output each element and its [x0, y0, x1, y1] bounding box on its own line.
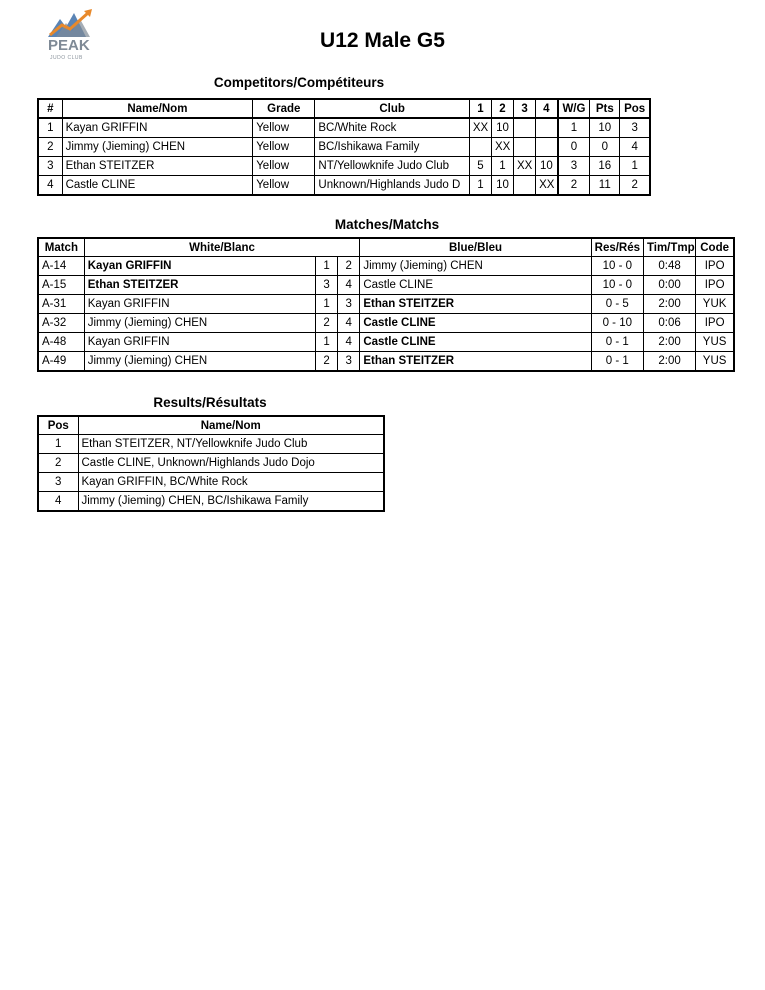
- match-white-name: Kayan GRIFFIN: [84, 295, 315, 314]
- competitor-score-4: [536, 118, 558, 138]
- match-blue-number: 3: [338, 295, 360, 314]
- results-header-row: [38, 416, 384, 435]
- competitor-position: 3: [620, 118, 650, 138]
- match-blue-number: 4: [338, 333, 360, 352]
- competitor-name: Jimmy (Jieming) CHEN: [62, 138, 253, 157]
- result-name: Jimmy (Jieming) CHEN, BC/Ishikawa Family: [78, 492, 384, 512]
- match-row: [38, 333, 734, 352]
- col-points: Pts: [590, 99, 620, 118]
- competitor-score-2: 10: [491, 176, 513, 196]
- competitor-club: BC/White Rock: [315, 118, 470, 138]
- match-blue-number: 2: [338, 257, 360, 276]
- competitor-score-3: [514, 176, 536, 196]
- result-row: [38, 435, 384, 454]
- competitor-name: Castle CLINE: [62, 176, 253, 196]
- col-wins: W/G: [558, 99, 590, 118]
- col-white: White/Blanc: [84, 238, 360, 257]
- competitor-row: [38, 138, 650, 157]
- competitor-grade: Yellow: [253, 157, 315, 176]
- competitor-row: [38, 176, 650, 196]
- competitor-position: 2: [620, 176, 650, 196]
- competitor-number: 3: [38, 157, 62, 176]
- result-name: Kayan GRIFFIN, BC/White Rock: [78, 473, 384, 492]
- match-blue-name: Jimmy (Jieming) CHEN: [360, 257, 591, 276]
- result-position: 1: [38, 435, 78, 454]
- match-row: [38, 352, 734, 372]
- match-blue-number: 4: [338, 276, 360, 295]
- match-code: IPO: [696, 314, 734, 333]
- competitor-number: 2: [38, 138, 62, 157]
- competitors-heading: Competitors/Compétiteurs: [213, 75, 385, 90]
- match-blue-name: Castle CLINE: [360, 276, 591, 295]
- competitor-grade: Yellow: [253, 118, 315, 138]
- competitor-club: BC/Ishikawa Family: [315, 138, 470, 157]
- competitors-header-row: [38, 99, 650, 118]
- competitor-grade: Yellow: [253, 138, 315, 157]
- result-name: Castle CLINE, Unknown/Highlands Judo Dojo: [78, 454, 384, 473]
- col-match: Match: [38, 238, 84, 257]
- match-code: YUS: [696, 333, 734, 352]
- match-white-number: 1: [316, 295, 338, 314]
- match-row: [38, 276, 734, 295]
- results-table: [37, 415, 385, 512]
- competitor-score-2: XX: [491, 138, 513, 157]
- col-time: Tim/Tmp: [643, 238, 695, 257]
- match-result: 0 - 5: [591, 295, 643, 314]
- competitor-wins: 1: [558, 118, 590, 138]
- competitor-score-3: XX: [514, 157, 536, 176]
- competitor-points: 11: [590, 176, 620, 196]
- match-white-number: 2: [316, 352, 338, 372]
- competitor-score-2: 10: [491, 118, 513, 138]
- competitor-points: 10: [590, 118, 620, 138]
- match-time: 0:00: [643, 276, 695, 295]
- match-match-id: A-49: [38, 352, 84, 372]
- result-name: Ethan STEITZER, NT/Yellowknife Judo Club: [78, 435, 384, 454]
- match-blue-name: Castle CLINE: [360, 333, 591, 352]
- match-row: [38, 314, 734, 333]
- competitor-score-2: 1: [491, 157, 513, 176]
- competitor-row: [38, 157, 650, 176]
- match-result: 0 - 1: [591, 333, 643, 352]
- competitor-points: 16: [590, 157, 620, 176]
- col-position: Pos: [620, 99, 650, 118]
- competitor-number: 4: [38, 176, 62, 196]
- col-results-name: Name/Nom: [78, 416, 384, 435]
- match-code: IPO: [696, 276, 734, 295]
- col-blue: Blue/Bleu: [360, 238, 591, 257]
- match-white-number: 2: [316, 314, 338, 333]
- match-match-id: A-15: [38, 276, 84, 295]
- match-code: YUS: [696, 352, 734, 372]
- col-name: Name/Nom: [62, 99, 253, 118]
- result-position: 3: [38, 473, 78, 492]
- col-1: 1: [469, 99, 491, 118]
- competitor-score-4: 10: [536, 157, 558, 176]
- col-result: Res/Rés: [591, 238, 643, 257]
- match-white-name: Jimmy (Jieming) CHEN: [84, 314, 315, 333]
- match-white-name: Ethan STEITZER: [84, 276, 315, 295]
- col-results-pos: Pos: [38, 416, 78, 435]
- competitor-score-1: XX: [469, 118, 491, 138]
- competitor-position: 4: [620, 138, 650, 157]
- col-3: 3: [514, 99, 536, 118]
- match-white-name: Kayan GRIFFIN: [84, 257, 315, 276]
- competitor-score-3: [514, 118, 536, 138]
- match-code: IPO: [696, 257, 734, 276]
- competitor-score-4: XX: [536, 176, 558, 196]
- match-result: 0 - 10: [591, 314, 643, 333]
- competitor-score-4: [536, 138, 558, 157]
- match-match-id: A-48: [38, 333, 84, 352]
- result-row: [38, 454, 384, 473]
- match-white-name: Jimmy (Jieming) CHEN: [84, 352, 315, 372]
- match-blue-name: Ethan STEITZER: [360, 352, 591, 372]
- col-number: #: [38, 99, 62, 118]
- match-result: 10 - 0: [591, 276, 643, 295]
- competitor-wins: 2: [558, 176, 590, 196]
- match-row: [38, 295, 734, 314]
- results-heading: Results/Résultats: [153, 395, 267, 410]
- match-time: 2:00: [643, 333, 695, 352]
- competitor-grade: Yellow: [253, 176, 315, 196]
- match-match-id: A-31: [38, 295, 84, 314]
- competitor-club: NT/Yellowknife Judo Club: [315, 157, 470, 176]
- match-white-name: Kayan GRIFFIN: [84, 333, 315, 352]
- match-blue-number: 3: [338, 352, 360, 372]
- competitor-points: 0: [590, 138, 620, 157]
- result-position: 4: [38, 492, 78, 512]
- competitor-score-1: 1: [469, 176, 491, 196]
- matches-table: [37, 237, 735, 372]
- match-time: 0:48: [643, 257, 695, 276]
- result-position: 2: [38, 454, 78, 473]
- match-match-id: A-14: [38, 257, 84, 276]
- match-blue-number: 4: [338, 314, 360, 333]
- match-row: [38, 257, 734, 276]
- competitor-name: Kayan GRIFFIN: [62, 118, 253, 138]
- match-white-number: 3: [316, 276, 338, 295]
- competitor-score-1: [469, 138, 491, 157]
- competitor-wins: 3: [558, 157, 590, 176]
- match-match-id: A-32: [38, 314, 84, 333]
- col-code: Code: [696, 238, 734, 257]
- logo-subtitle: JUDO CLUB: [50, 55, 83, 61]
- competitor-row: [38, 118, 650, 138]
- col-4: 4: [536, 99, 558, 118]
- competitor-wins: 0: [558, 138, 590, 157]
- match-result: 0 - 1: [591, 352, 643, 372]
- match-time: 2:00: [643, 295, 695, 314]
- logo-word: PEAK: [48, 37, 90, 54]
- match-blue-name: Castle CLINE: [360, 314, 591, 333]
- match-white-number: 1: [316, 333, 338, 352]
- col-grade: Grade: [253, 99, 315, 118]
- match-time: 2:00: [643, 352, 695, 372]
- competitor-name: Ethan STEITZER: [62, 157, 253, 176]
- col-2: 2: [491, 99, 513, 118]
- competitor-score-3: [514, 138, 536, 157]
- match-result: 10 - 0: [591, 257, 643, 276]
- match-time: 0:06: [643, 314, 695, 333]
- competitor-club: Unknown/Highlands Judo D: [315, 176, 470, 196]
- result-row: [38, 492, 384, 512]
- col-club: Club: [315, 99, 470, 118]
- competitors-table: [37, 98, 651, 196]
- page-title: U12 Male G5: [320, 29, 445, 52]
- competitor-number: 1: [38, 118, 62, 138]
- match-blue-name: Ethan STEITZER: [360, 295, 591, 314]
- match-code: YUK: [696, 295, 734, 314]
- matches-header-row: [38, 238, 734, 257]
- competitor-score-1: 5: [469, 157, 491, 176]
- competitor-position: 1: [620, 157, 650, 176]
- match-white-number: 1: [316, 257, 338, 276]
- result-row: [38, 473, 384, 492]
- matches-heading: Matches/Matchs: [334, 217, 440, 232]
